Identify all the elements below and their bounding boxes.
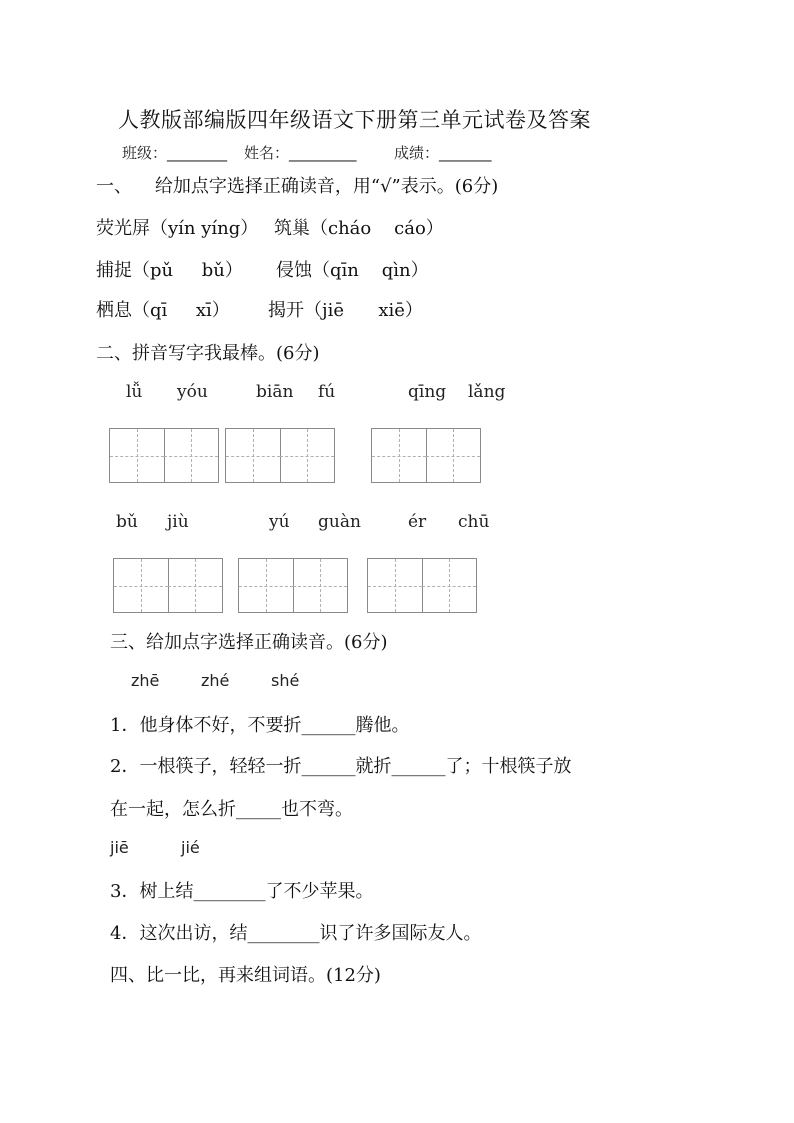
- writing-cell[interactable]: [372, 429, 427, 482]
- section-3-heading: 三、给加点字选择正确读音。(6分): [110, 632, 388, 653]
- s1-item-6: 揭开（jiē xiē）: [268, 300, 423, 321]
- writing-grid[interactable]: [238, 558, 348, 613]
- writing-cell[interactable]: [426, 429, 480, 482]
- writing-grid[interactable]: [367, 558, 477, 613]
- pinyin-label: bǔ: [116, 512, 138, 532]
- s1-item-5: 栖息（qī xī）: [96, 300, 230, 321]
- pinyin-label: fú: [318, 382, 336, 402]
- reading-option: zhē: [131, 671, 160, 690]
- pinyin-label: lǚ: [126, 382, 143, 402]
- writing-cell[interactable]: [114, 559, 169, 612]
- writing-cell[interactable]: [168, 559, 222, 612]
- writing-grid[interactable]: [371, 428, 481, 483]
- writing-cell[interactable]: [280, 429, 334, 482]
- pinyin-label: chū: [458, 512, 490, 532]
- s1-item-2: 筑巢（cháo cáo）: [274, 218, 444, 239]
- writing-cell[interactable]: [293, 559, 347, 612]
- section-1-heading: 一、 给加点字选择正确读音，用“√”表示。(6分): [96, 176, 499, 197]
- pinyin-label: ér: [408, 512, 427, 532]
- writing-cell[interactable]: [226, 429, 281, 482]
- writing-grid[interactable]: [113, 558, 223, 613]
- section-2-heading: 二、拼音写字我最棒。(6分): [96, 343, 320, 364]
- s1-item-3: 捕捉（pǔ bǔ）: [96, 260, 243, 281]
- section-4-heading: 四、比一比，再来组词语。(12分): [110, 965, 381, 986]
- writing-grid[interactable]: [109, 428, 219, 483]
- pinyin-label: yóu: [177, 382, 208, 402]
- s1-item-4: 侵蚀（qīn qìn）: [276, 260, 429, 281]
- question-2: 2．一根筷子，轻轻一折______就折______了；十根筷子放: [110, 756, 572, 777]
- pinyin-label: yú: [269, 512, 290, 532]
- reading-option: shé: [271, 671, 300, 690]
- question-4: 4．这次出访，结________识了许多国际友人。: [110, 923, 482, 944]
- writing-cell[interactable]: [110, 429, 165, 482]
- reading-option: zhé: [201, 671, 230, 690]
- pinyin-label: qīng: [408, 382, 447, 402]
- writing-cell[interactable]: [422, 559, 476, 612]
- question-3: 3．树上结________了不少苹果。: [110, 881, 374, 902]
- page-title: 人教版部编版四年级语文下册第三单元试卷及答案: [118, 108, 591, 132]
- writing-cell[interactable]: [164, 429, 218, 482]
- pinyin-label: guàn: [318, 512, 361, 532]
- question-2-continued: 在一起，怎么折_____也不弯。: [110, 799, 353, 820]
- class-field: 班级：________: [122, 144, 228, 162]
- writing-cell[interactable]: [368, 559, 423, 612]
- writing-grid[interactable]: [225, 428, 335, 483]
- s1-item-1: 荧光屏（yín yíng）: [96, 218, 259, 239]
- pinyin-label: jiù: [167, 512, 189, 532]
- score-field: 成绩：_______: [394, 144, 492, 162]
- reading-option: jiē: [110, 838, 129, 857]
- question-1: 1．他身体不好，不要折______腾他。: [110, 715, 410, 736]
- writing-cell[interactable]: [239, 559, 294, 612]
- pinyin-label: biān: [256, 382, 294, 402]
- reading-option: jié: [181, 838, 200, 857]
- pinyin-label: lǎng: [468, 382, 506, 402]
- name-field: 姓名：_________: [244, 144, 357, 162]
